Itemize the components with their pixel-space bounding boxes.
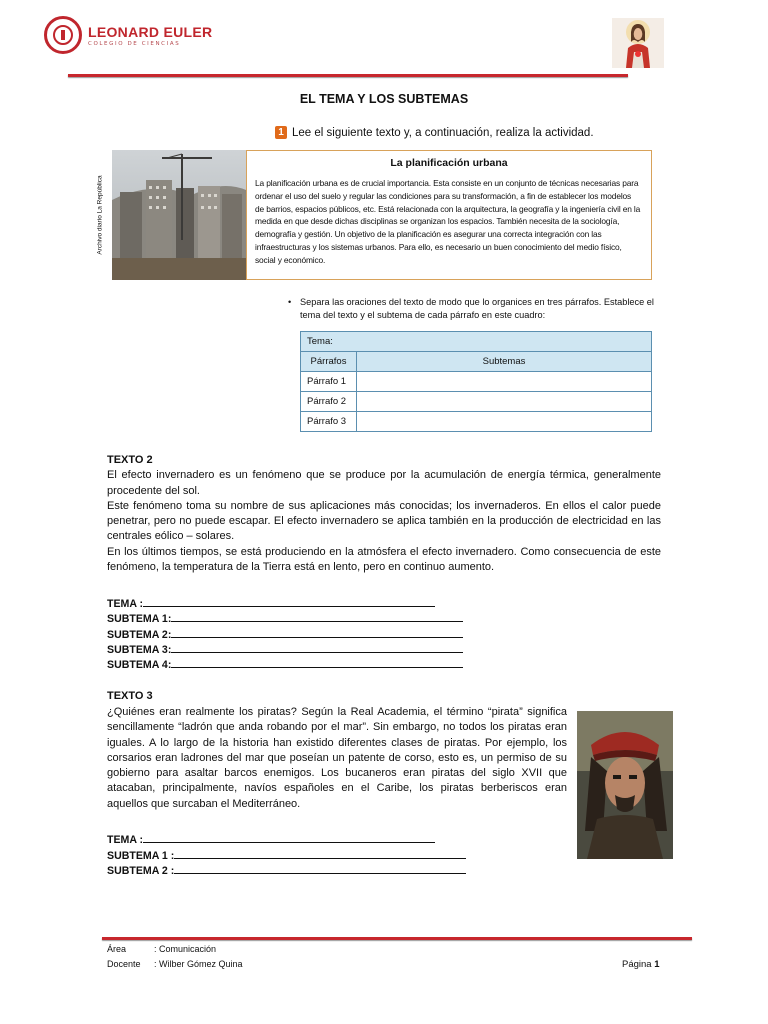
reading-body: La planificación urbana es de crucial importancia. Esta consiste en un conjunto de técnicas necesarias para ordenar el uso del suelo y regular las condiciones para su transformación, a fin de establecer los modelos de barrios, espacios públicos, etc. Está relacionada con la arquitectura, la geografía y la ingeniería civil en la medida en que desde dichas disciplinas se organizan los espacios. También necesita de la sociología, demografía y gestión. Un objetivo de la planificación es asegurar una correcta integración con las infraestructuras y los sistemas urbanos. Para ello, es necesario un buen conocimiento del medio físico, social y económico. [255, 178, 641, 265]
footer-rule [102, 937, 692, 940]
table-theme-cell[interactable]: Tema: [301, 332, 652, 352]
texto2-paragraph: Este fenómeno toma su nombre de sus aplicaciones más conocidas; los invernaderos. En ellos el calor puede penetrar, pero no puede escapar. El efecto invernadero se aplica también en la producción de electricidad en las centrales eólico – solares. [107, 499, 661, 543]
texto2-paragraph: En los últimos tiempos, se está produciendo en la atmósfera el efecto invernadero. Como consecuencia de este fenómeno, la temperatura de la Tierra está en lento, pero en continuo aumento. [107, 545, 661, 574]
table-header-subthemes: Subtemas [357, 352, 652, 372]
texto2-subtheme4-field[interactable]: SUBTEMA 4: [107, 656, 463, 671]
texto3-theme-field[interactable]: TEMA : [107, 831, 435, 846]
texto3-paragraph: ¿Quiénes eran realmente los piratas? Según la Real Academia, el término “pirata” significa sencillamente “ladrón que anda robando por el mar”. Sin embargo, no todos los piratas eran iguales. A lo largo de la historia han existido diferentes clases de piratas. Por ejemplo, los corsarios eran ladrones del mar que poseían un patente de corso, esto es, un permiso de su gobierno para asaltar barcos enemigos. Los bucaneros eran piratas del siglo XVII que atacaban, principalmente, navíos españoles en el Caribe, los piratas berberiscos eran aquellos que surcaban el Mediterráneo. [107, 706, 567, 810]
task-instruction [288, 296, 654, 322]
footer-teacher-label: Docente [107, 959, 141, 969]
table-row-label: Párrafo 2 [301, 392, 357, 412]
texto3-section [107, 705, 567, 812]
texto2-subtheme1-field[interactable]: SUBTEMA 1: [107, 610, 463, 625]
table-row-input[interactable] [357, 372, 652, 392]
texto3-subtheme2-field[interactable]: SUBTEMA 2 : [107, 862, 466, 877]
city-construction-photo [112, 150, 246, 280]
school-logo [44, 16, 212, 54]
table-row-label: Párrafo 3 [301, 412, 357, 432]
school-name: LEONARD EULER [88, 23, 213, 40]
texto2-section [107, 453, 661, 575]
theme-table [300, 331, 652, 432]
table-row [301, 372, 652, 392]
activity-instruction-text: Lee el siguiente texto y, a continuación, realiza la actividad. [292, 126, 594, 139]
table-row [301, 392, 652, 412]
texto2-subtheme3-field[interactable]: SUBTEMA 3: [107, 641, 463, 656]
texto2-heading: TEXTO 2 [107, 454, 153, 466]
texto3-heading: TEXTO 3 [107, 690, 153, 702]
activity-number-badge: 1 [275, 126, 287, 139]
table-row-input[interactable] [357, 392, 652, 412]
reading-title: La planificación urbana [390, 157, 508, 169]
texto3-subtheme1-field[interactable]: SUBTEMA 1 : [107, 847, 466, 862]
header-rule [68, 74, 628, 77]
footer-teacher-value: : Wilber Gómez Quina [154, 959, 243, 969]
reading-box [246, 150, 652, 280]
task-instruction-text: Separa las oraciones del texto de modo que lo organices en tres párrafos. Establece el tema del texto y el subtema de cada párrafo en este cuadro: [300, 297, 654, 320]
activity-instruction [275, 126, 594, 139]
footer-teacher [107, 959, 243, 969]
texto2-theme-field[interactable]: TEMA : [107, 595, 435, 610]
texto2-paragraph: El efecto invernadero es un fenómeno que se produce por la acumulación de energía térmica, generalmente procedente del sol. [107, 469, 661, 497]
document-title: EL TEMA Y LOS SUBTEMAS [299, 92, 469, 106]
photo-credit: Archivo diario La República [96, 175, 104, 255]
table-header-paragraphs: Párrafos [301, 352, 357, 372]
footer-area [107, 944, 216, 954]
table-row-input[interactable] [357, 412, 652, 432]
school-subtitle: COLEGIO DE CIENCIAS [88, 40, 181, 47]
footer-area-label: Área [107, 944, 127, 954]
school-seal-icon [44, 16, 82, 54]
sacred-heart-image [612, 18, 664, 68]
footer-area-value: : Comunicación [154, 944, 217, 954]
table-row [301, 412, 652, 432]
pirate-portrait-image [577, 711, 673, 859]
bullet: • [288, 297, 292, 307]
texto2-subtheme2-field[interactable]: SUBTEMA 2: [107, 626, 463, 641]
page-number: Página 1 [622, 959, 660, 970]
table-row-label: Párrafo 1 [301, 372, 357, 392]
